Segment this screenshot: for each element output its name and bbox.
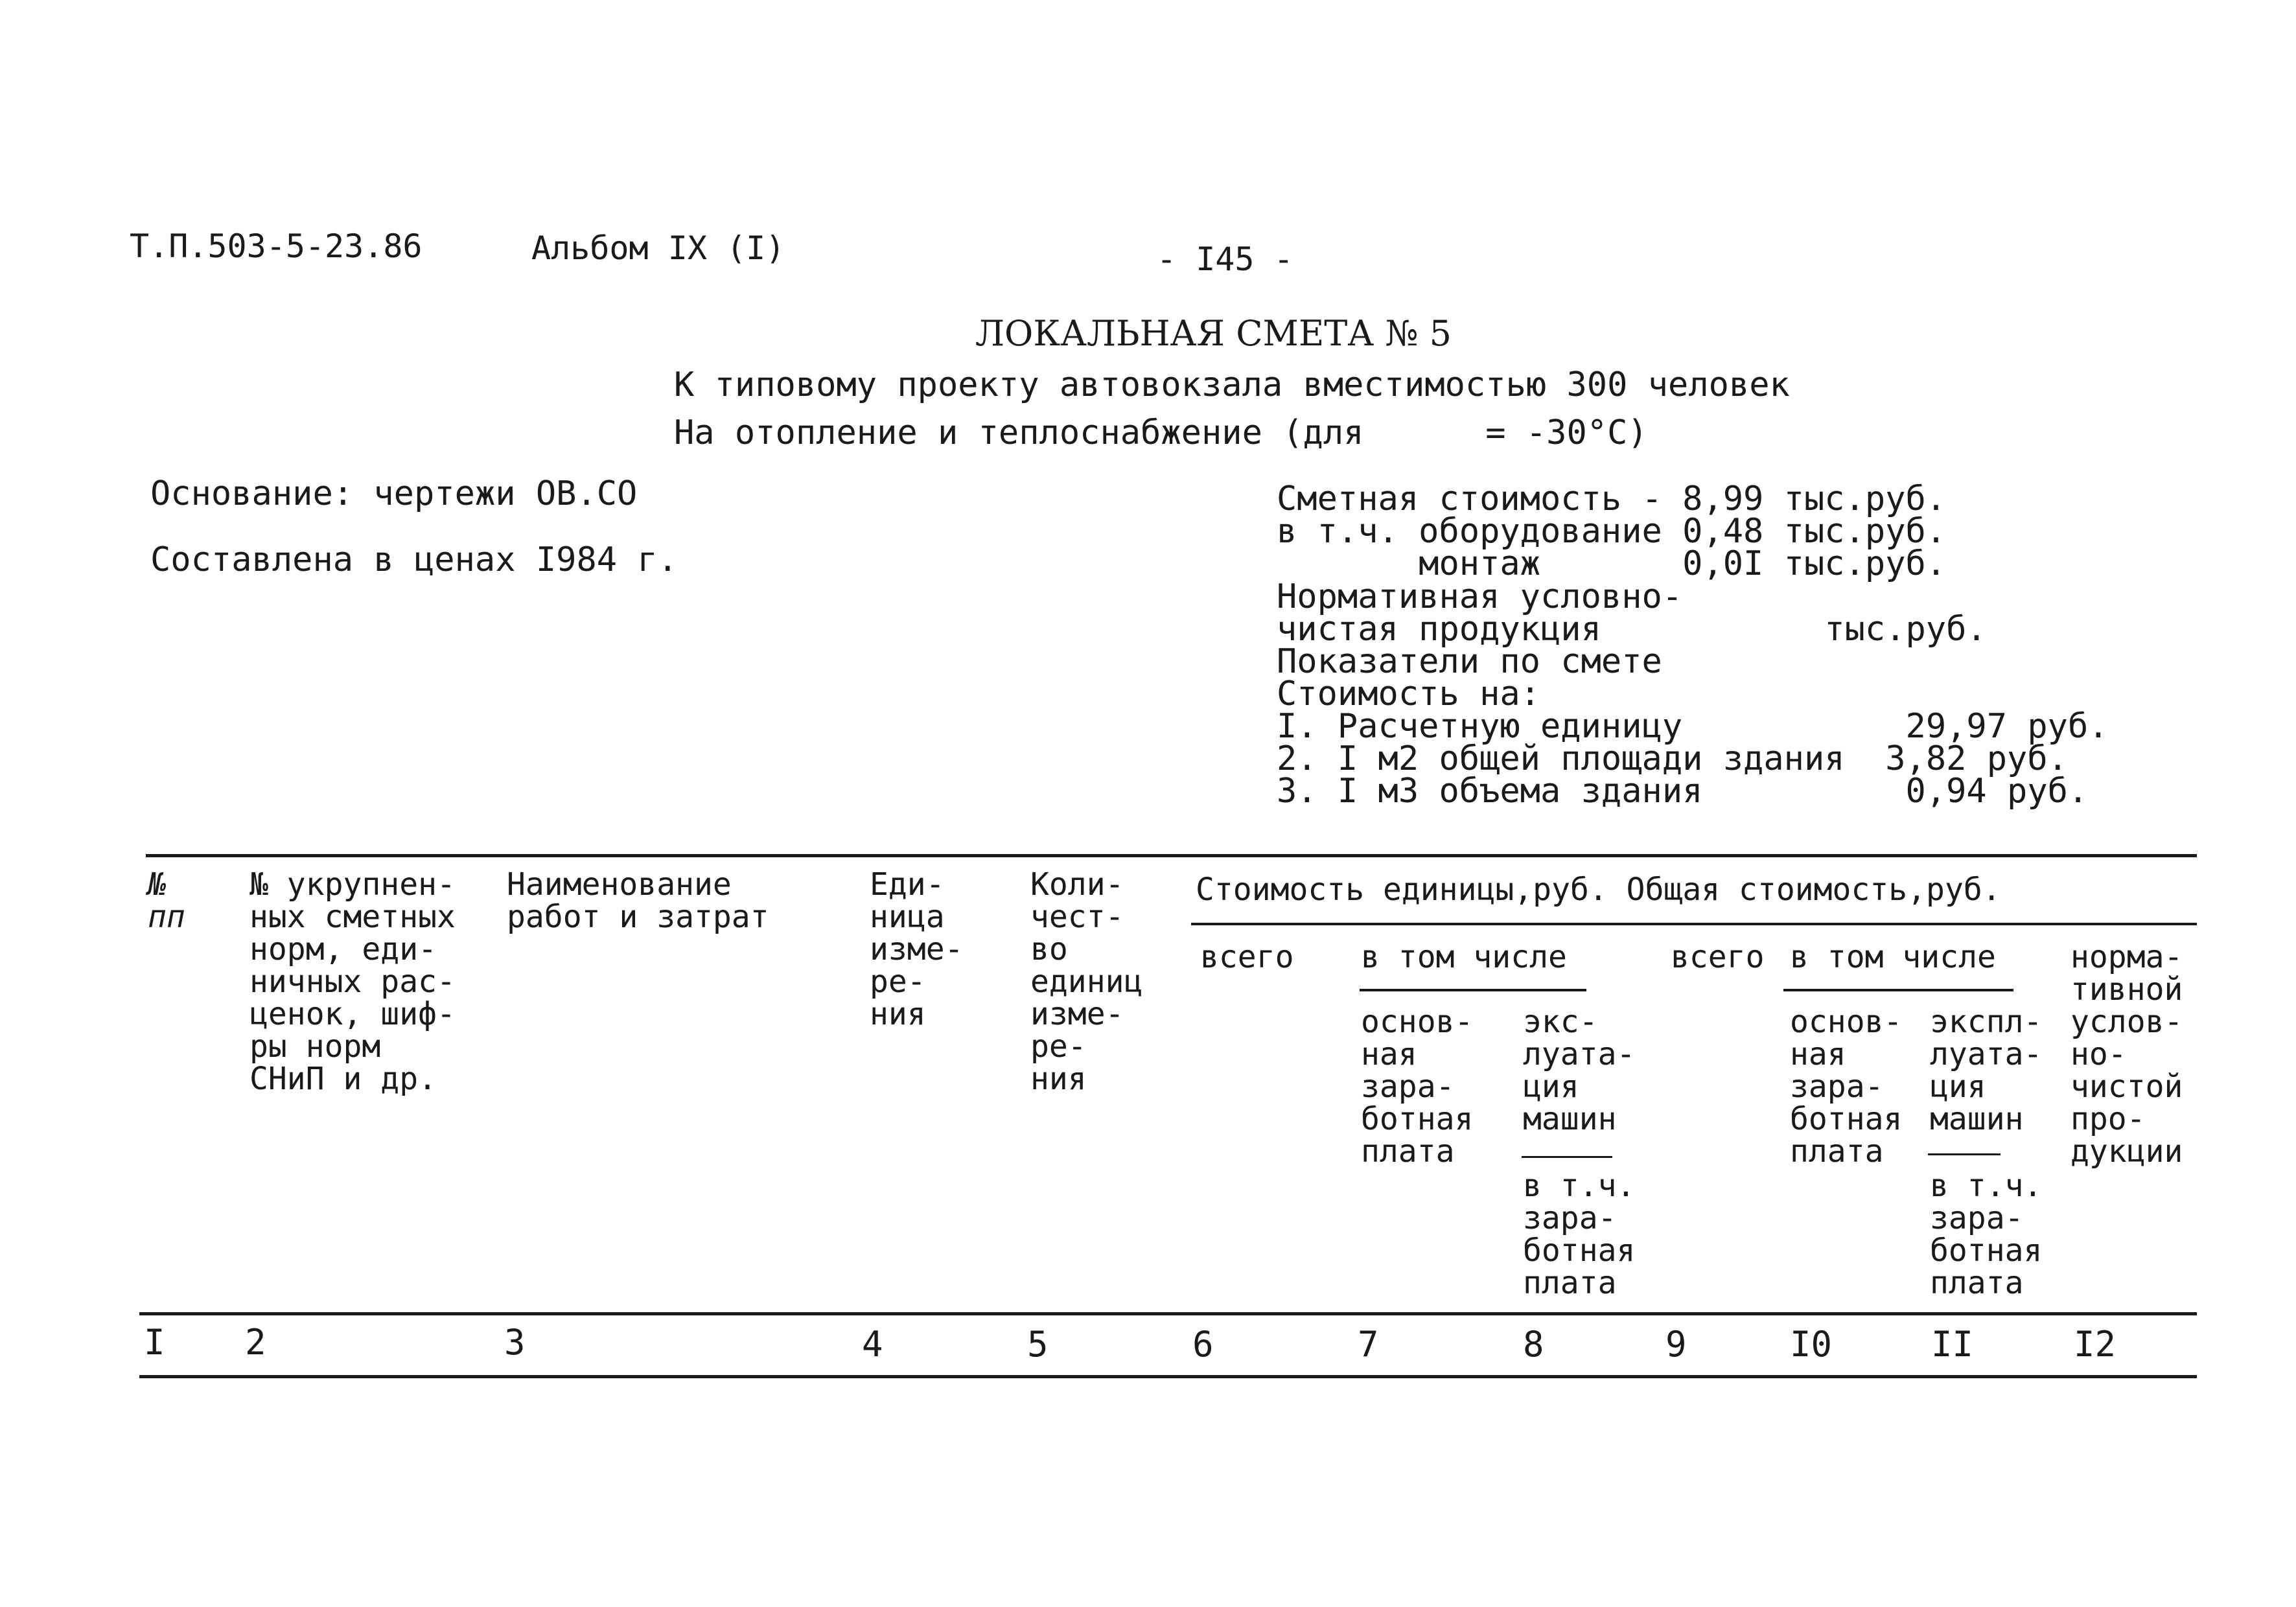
normative-header: норма- тивной услов- но- чистой про- дукции bbox=[2070, 939, 2183, 1170]
basis-text: Основание: чертежи ОВ.СО bbox=[150, 474, 638, 513]
col-unit-header: Еди- ница изме- ре- ния bbox=[870, 866, 964, 1032]
summary-line: в т.ч. оборудование 0,48 тыс.руб. bbox=[1277, 512, 1947, 551]
total-machine-wage-header: в т.ч. зара- ботная плата bbox=[1930, 1168, 2043, 1301]
column-number: I0 bbox=[1790, 1324, 1833, 1365]
project-subtitle: К типовому проекту автовокзала вместимостью 300 человек bbox=[674, 365, 1790, 404]
summary-line: Стоимость на: bbox=[1277, 675, 1540, 713]
prices-text: Составлена в ценах I984 г. bbox=[150, 540, 678, 579]
column-number: 6 bbox=[1192, 1324, 1214, 1365]
total-incl-rule bbox=[1783, 989, 2013, 991]
column-number: 2 bbox=[245, 1322, 266, 1363]
unit-incl-header: в том числе bbox=[1361, 939, 1567, 975]
column-number: 9 bbox=[1665, 1324, 1687, 1365]
summary-line: 3. I м3 объема здания 0,94 руб. bbox=[1277, 772, 2089, 811]
column-number: 5 bbox=[1027, 1324, 1049, 1365]
summary-line: Нормативная условно- bbox=[1277, 577, 1683, 616]
unit-incl-rule bbox=[1360, 989, 1586, 991]
column-number: I bbox=[144, 1322, 165, 1363]
column-number: 8 bbox=[1523, 1324, 1544, 1365]
document-code: Т.П.503-5-23.86 bbox=[130, 227, 423, 265]
section-subtitle: На отопление и теплоснабжение (для = -30°С) bbox=[674, 413, 1648, 452]
document-title: ЛОКАЛЬНАЯ СМЕТА № 5 bbox=[975, 313, 1452, 354]
unit-total-header: всего bbox=[1200, 939, 1294, 975]
column-number: 3 bbox=[504, 1322, 526, 1363]
page-number: - I45 - bbox=[1157, 240, 1293, 278]
header-bottom-rule bbox=[139, 1312, 2197, 1315]
summary-line: 2. I м2 общей площади здания 3,82 руб. bbox=[1277, 739, 2068, 778]
summary-line: Показатели по смете bbox=[1277, 642, 1662, 681]
table-top-rule bbox=[146, 854, 2197, 857]
total-wage-header: основ- ная зара- ботная плата bbox=[1790, 1004, 1903, 1170]
unit-machine-wage-header: в т.ч. зара- ботная плата bbox=[1523, 1168, 1636, 1301]
total-machine-header: экспл- луата- ция машин bbox=[1930, 1004, 2043, 1137]
summary-line: чистая продукция тыс.руб. bbox=[1277, 610, 1987, 649]
unit-mach-rule bbox=[1522, 1156, 1612, 1158]
unit-wage-header: основ- ная зара- ботная плата bbox=[1361, 1004, 1474, 1170]
column-number: I2 bbox=[2074, 1324, 2116, 1365]
unit-machine-header: экс- луата- ция машин bbox=[1523, 1004, 1636, 1137]
column-number: II bbox=[1931, 1324, 1974, 1365]
summary-line: монтаж 0,0I тыс.руб. bbox=[1277, 544, 1947, 583]
col-number-header: № пп bbox=[148, 866, 185, 935]
col-quantity-header: Коли- чест- во единиц изме- ре- ния bbox=[1030, 866, 1143, 1097]
col-norms-header: № укрупнен- ных сметных норм, еди- ничных рас- ценок, шиф- ры норм СНиП и др. bbox=[249, 866, 456, 1097]
column-number: 7 bbox=[1358, 1324, 1379, 1365]
numbers-bottom-rule bbox=[139, 1375, 2197, 1378]
group-rule bbox=[1191, 923, 2197, 925]
summary-line: I. Расчетную единицу 29,97 руб. bbox=[1277, 707, 2109, 746]
total-total-header: всего bbox=[1671, 939, 1765, 975]
total-incl-header: в том числе bbox=[1790, 939, 1996, 975]
col-name-header: Наименование работ и затрат bbox=[507, 866, 769, 935]
total-mach-rule bbox=[1928, 1153, 2000, 1155]
column-number: 4 bbox=[862, 1324, 883, 1365]
summary-line: Сметная стоимость - 8,99 тыс.руб. bbox=[1277, 480, 1947, 518]
album-label: Альбом IX (I) bbox=[531, 229, 785, 267]
cost-group-header: Стоимость единицы,руб. Общая стоимость,руб. bbox=[1196, 872, 2001, 908]
